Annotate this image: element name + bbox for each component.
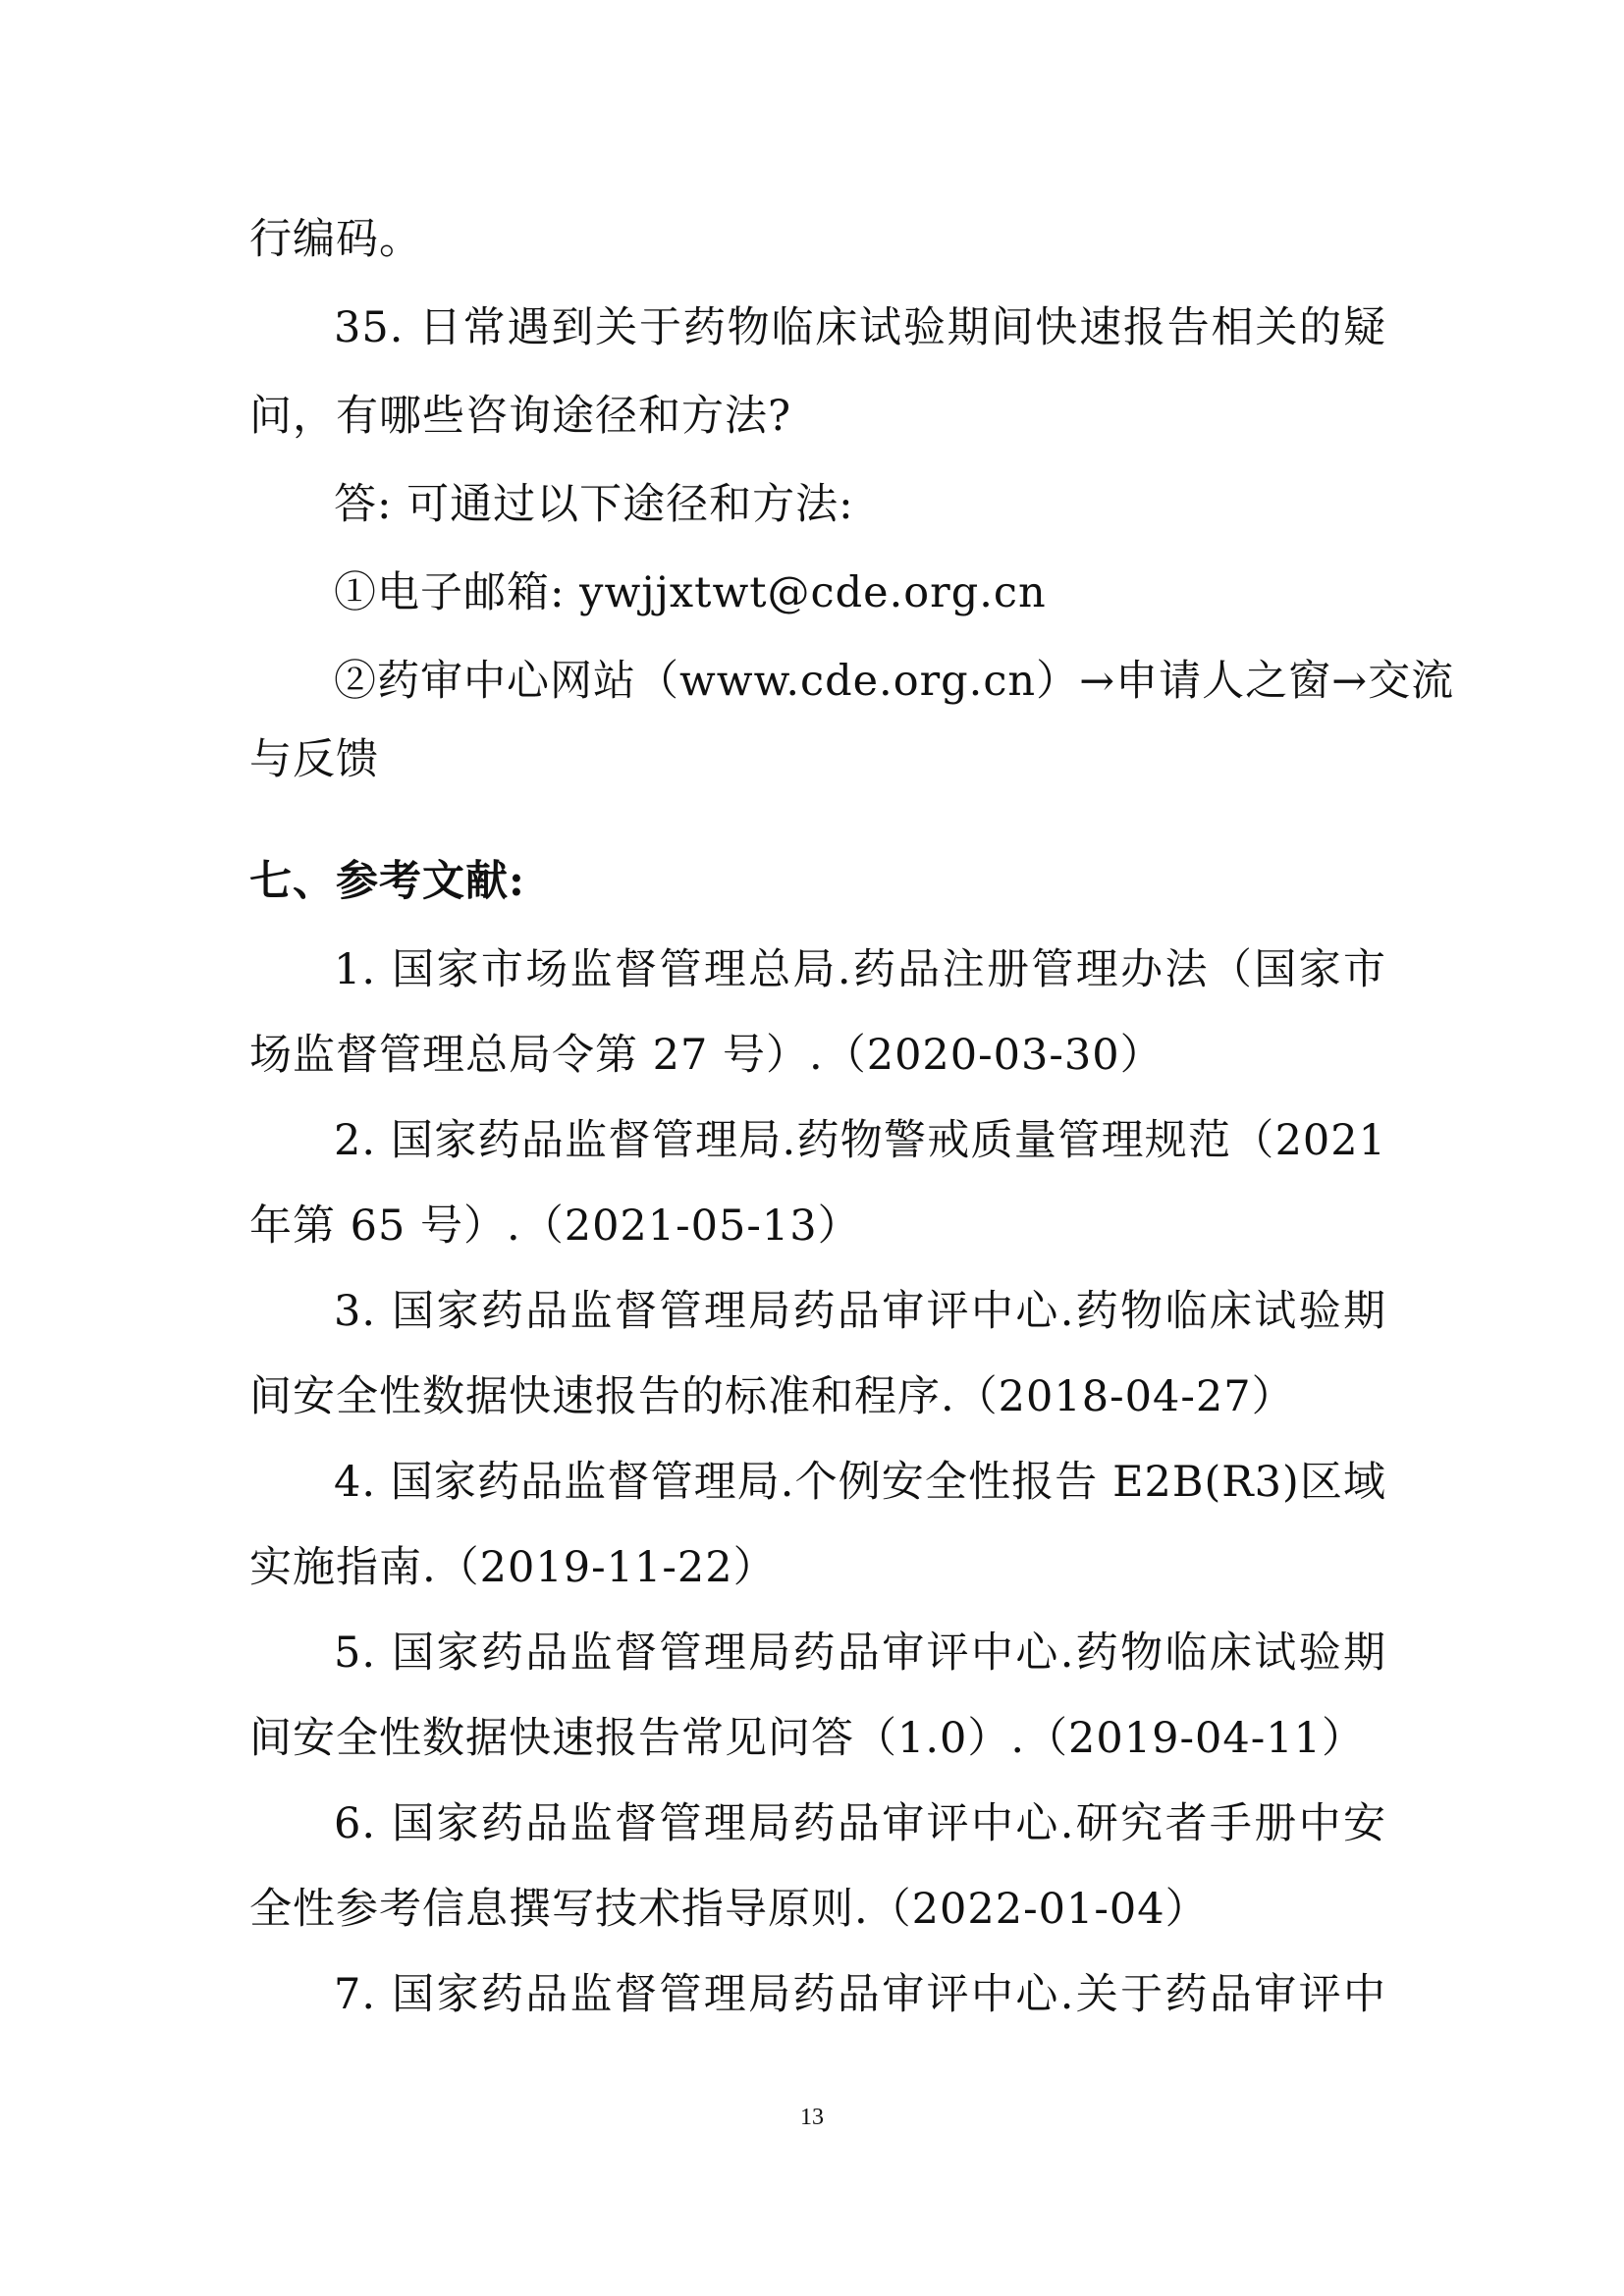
page-number: 13 <box>800 2105 824 2130</box>
answer-line: 答: 可通过以下途径和方法: <box>334 480 854 529</box>
reference-2-line-1: 2. 国家药品监督管理局.药物警戒质量管理规范（2021 <box>334 1116 1386 1165</box>
email-line: ①电子邮箱: ywjjxtwt@cde.org.cn <box>334 568 1047 617</box>
reference-3-line-2: 间安全性数据快速报告的标准和程序.（2018-04-27） <box>249 1372 1295 1421</box>
website-line-2: 与反馈 <box>249 735 379 784</box>
section-heading: 七、参考文献: <box>249 857 525 906</box>
reference-6-line-2: 全性参考信息撰写技术指导原则.（2022-01-04） <box>249 1885 1209 1934</box>
question-35-line-2: 问，有哪些咨询途径和方法? <box>249 392 792 441</box>
reference-4-line-2: 实施指南.（2019-11-22） <box>249 1543 777 1592</box>
reference-3-line-1: 3. 国家药品监督管理局药品审评中心.药物临床试验期 <box>334 1287 1386 1336</box>
reference-1-line-2: 场监督管理总局令第 27 号）.（2020-03-30） <box>249 1031 1164 1080</box>
reference-6-line-1: 6. 国家药品监督管理局药品审评中心.研究者手册中安 <box>334 1799 1386 1848</box>
reference-5-line-2: 间安全性数据快速报告常见问答（1.0）.（2019-04-11） <box>249 1714 1365 1763</box>
question-35-line-1: 35. 日常遇到关于药物临床试验期间快速报告相关的疑 <box>334 303 1386 352</box>
reference-7-line-1: 7. 国家药品监督管理局药品审评中心.关于药品审评中 <box>334 1970 1386 2019</box>
website-line-1: ②药审中心网站（www.cde.org.cn）→申请人之窗→交流 <box>334 657 1455 706</box>
reference-1-line-1: 1. 国家市场监督管理总局.药品注册管理办法（国家市 <box>334 945 1386 994</box>
paragraph-line: 行编码。 <box>249 215 422 264</box>
reference-2-line-2: 年第 65 号）.（2021-05-13） <box>249 1201 861 1251</box>
reference-5-line-1: 5. 国家药品监督管理局药品审评中心.药物临床试验期 <box>334 1629 1386 1678</box>
reference-4-line-1: 4. 国家药品监督管理局.个例安全性报告 E2B(R3)区域 <box>334 1458 1386 1507</box>
